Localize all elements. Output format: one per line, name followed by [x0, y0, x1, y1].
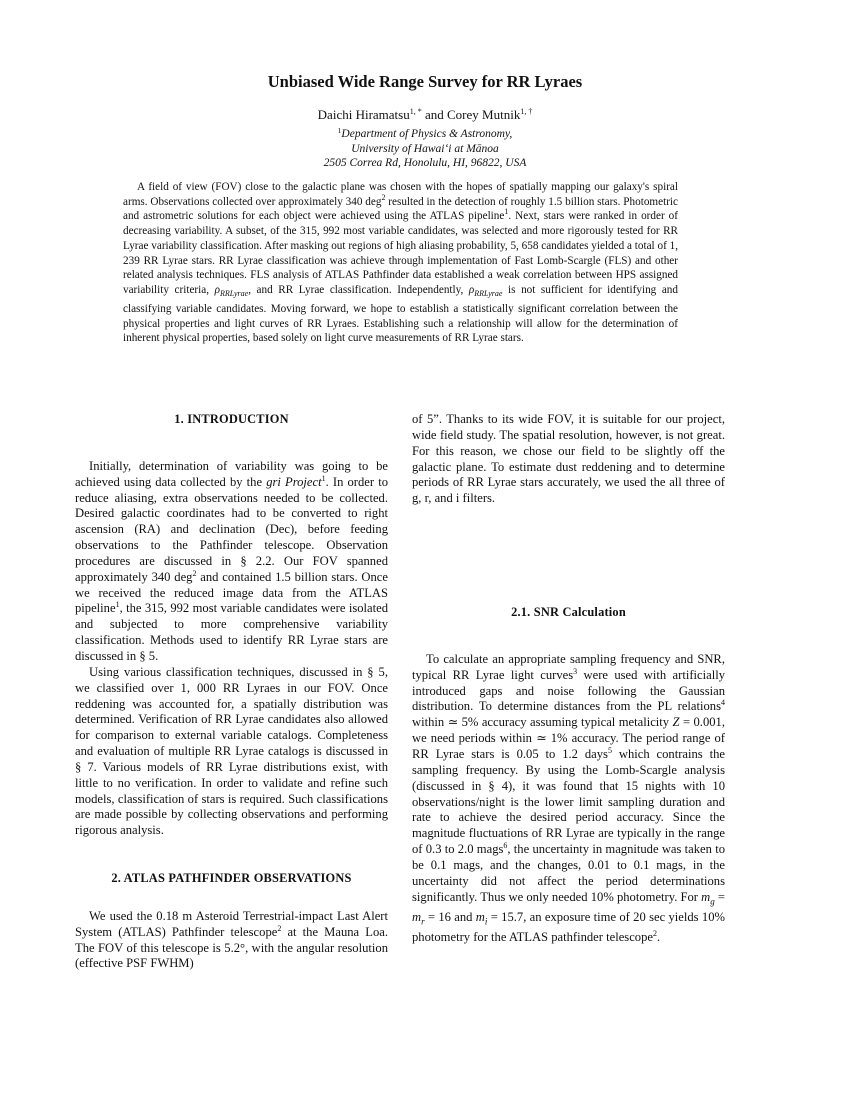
footnote-mark: 2: [652, 929, 657, 939]
body-text: We used the 0.18 m Asteroid Terrestrial-impact Last Alert System (ATLAS) Pathfinder telescope: [75, 908, 388, 939]
author-marks: 1, *: [409, 107, 422, 116]
math-m: m: [412, 909, 422, 924]
snr-paragraph: [412, 652, 725, 946]
math-subscript: i: [484, 916, 488, 927]
subsection-heading-snr: 2.1. SNR Calculation: [511, 605, 626, 620]
paper-title: Unbiased Wide Range Survey for RR Lyraes: [267, 72, 583, 91]
math-m: m: [475, 909, 485, 924]
body-text: within ≃ 5% accuracy assuming typical metalicity: [412, 715, 673, 730]
body-text: = 16 and: [424, 909, 476, 924]
emphasis-text: gri Project: [266, 474, 322, 489]
affiliation-mark: 1: [337, 126, 342, 135]
body-text: .: [656, 930, 661, 945]
math-rho: ρ: [468, 283, 475, 296]
footnote-mark: 4: [721, 698, 725, 708]
section-heading-atlas: 2. ATLAS PATHFINDER OBSERVATIONS: [111, 871, 352, 886]
body-text: and contained 1.5 billion stars. Once we received the reduced image data from the ATLAS pipeline: [75, 569, 388, 616]
body-text: were used with artificially introduced gaps and noise following the Gaussian distribution. To determine distances from the PL relations: [412, 667, 725, 714]
body-text: . In order to reduce aliasing, extra observations needed to be collected. Desired galactic coordinates had to be converted to right ascension (RA) and declination (Dec), before feeding observations to the Pathfinder telescope. Observation procedures are discussed in § 2.2. Our FOV spanned approximately 340 deg: [75, 474, 388, 584]
math-m: m: [701, 889, 711, 904]
math-subscript: r: [421, 916, 425, 927]
abstract: [123, 180, 678, 346]
author-line: [0, 107, 850, 123]
intro-paragraph-1: [75, 459, 388, 665]
body-text: Initially, determination of variability was going to be achieved using data collected by the: [75, 458, 388, 489]
section-heading-introduction: 1. INTRODUCTION: [174, 412, 289, 426]
math-rho: ρ: [214, 283, 220, 296]
abstract-text: resulted in the detection of roughly 1.5 billion stars. Photometric and astrometric solutions for each object were achieved using the ATLAS pipeline: [123, 195, 678, 223]
affiliation-address: 2505 Correa Rd, Honolulu, HI, 96822, USA: [323, 157, 527, 169]
intro-paragraph-2: Using various classification techniques, discussed in § 5, we classified over 1, 000 RR Lyraes in our FOV. Once reddening was accounted for, a spatially distribution was determined. Verification of RR Lyrae candidates also allowed for comparison to external variable catalogs. Completeness and evaluation of multiple RR Lyrae catalogs is discussed in § 7. Various models of RR Lyrae distributions exist, with little to no verification. In order to validate and refine such models, classification of stars is required. Such classifications are made possible by collecting observations and performing rigorous analysis.: [75, 664, 388, 838]
body-text: , the 315, 992 most variable candidates were isolated and subjected to more comprehensive variability classification. Methods used to identify RR Lyrae stars are discussed in § 5.: [75, 601, 388, 663]
footnote-mark: 6: [503, 841, 508, 851]
body-text: = 0.001, we need periods within ≃ 1% accuracy. The period range of RR Lyrae stars is 0.05 to 1.2 days: [412, 715, 725, 761]
footnote-mark: 2: [277, 923, 282, 933]
affiliation-university: University of Hawai‘i at Mānoa: [351, 142, 499, 155]
abstract-text: , and RR Lyrae classification. Independently,: [248, 283, 469, 296]
footnote-mark: 1: [321, 473, 326, 483]
footnote-mark: 2: [192, 568, 197, 578]
body-text: =: [714, 889, 726, 904]
body-text: at the Mauna Loa. The FOV of this telescope is 5.2°, with the angular resolution (effective PSF FWHM): [75, 924, 388, 971]
body-text: To calculate an appropriate sampling frequency and SNR, typical RR Lyrae light curves: [412, 651, 725, 682]
abstract-text: A field of view (FOV) close to the galactic plane was chosen with the hopes of spatially mapping our galaxy's spiral arms. Observations collected over approximately 340 deg: [123, 181, 678, 208]
abstract-text: . Next, stars were ranked in order of decreasing variability. A subset, of the 315, 992 most variable candidates, was selected and more rigorously tested for RR Lyrae variability classification. After masking out regions of high aliasing probability, 5, 658 candidates yielded a total of 1, 239 RR Lyrae stars. RR Lyrae classification was achieve through implementation of Fast Lomb-Scargle (FLS) and other related analysis techniques. FLS analysis of ATLAS Pathfinder data established a weak correlation between HPS assigned variability criteria,: [123, 210, 678, 296]
body-text: = 15.7, an exposure time of 20 sec yields 10% photometry for the ATLAS pathfinder telescope: [412, 909, 725, 945]
math-subscript: RRLyrae: [219, 289, 249, 299]
abstract-text: is not sufficient for identifying and classifying variable candidates. Moving forward, we hope to establish a statistically significant correlation between the physical properties and light curves of RR Lyraes. Establishing such a relationship will allow for the determination of inherent physical properties, based solely on light curve measurements of RR Lyrae stars.: [123, 283, 678, 345]
author-marks: 1, †: [520, 107, 533, 116]
atlas-paragraph-1: [75, 909, 388, 972]
body-text: which contrains the sampling frequency. By using the Lomb-Scargle analysis (discussed in § 4), it was found that 15 nights with 10 observations/night is the lower limit sampling duration and rate to achieve the desired period accuracy. Since the magnitude fluctuations of RR Lyrae are typically in the range of 0.3 to 2.0 mags: [412, 746, 725, 857]
atlas-paragraph-1-continued: of 5”. Thanks to its wide FOV, it is suitable for our project, wide field study. The spatial resolution, however, is not great. For this reason, we chose our field to be slightly off the galactic plane. To estimate dust reddening and to determine periods of RR Lyrae stars accurately, we used the all three of g, r, and i filters.: [412, 412, 725, 506]
right-column: [412, 412, 725, 946]
footnote-mark: 2: [381, 192, 386, 202]
affiliation: [0, 127, 850, 171]
left-column: [75, 412, 388, 972]
author-conjunction: and: [424, 107, 444, 122]
author-name: Corey Mutnik: [447, 107, 521, 122]
math-subscript: g: [710, 896, 715, 907]
footnote-mark: 1: [115, 600, 120, 610]
math-subscript: RRLyrae: [474, 289, 503, 299]
body-text: , the uncertainty in magnitude was taken to be 0.1 mags, and the changes, 0.01 to 0.1 mags, in the uncertainty did not affect the period determinations significantly. Thus we only needed 10% photometry. For: [412, 842, 725, 904]
affiliation-dept-text: Department of Physics & Astronomy,: [341, 128, 513, 140]
footnote-mark: 3: [573, 666, 578, 676]
author-name: Daichi Hiramatsu: [317, 107, 410, 122]
math-z: Z: [672, 715, 680, 730]
footnote-mark: 1: [504, 207, 509, 217]
footnote-mark: 5: [607, 745, 612, 755]
affiliation-dept: [0, 127, 850, 142]
